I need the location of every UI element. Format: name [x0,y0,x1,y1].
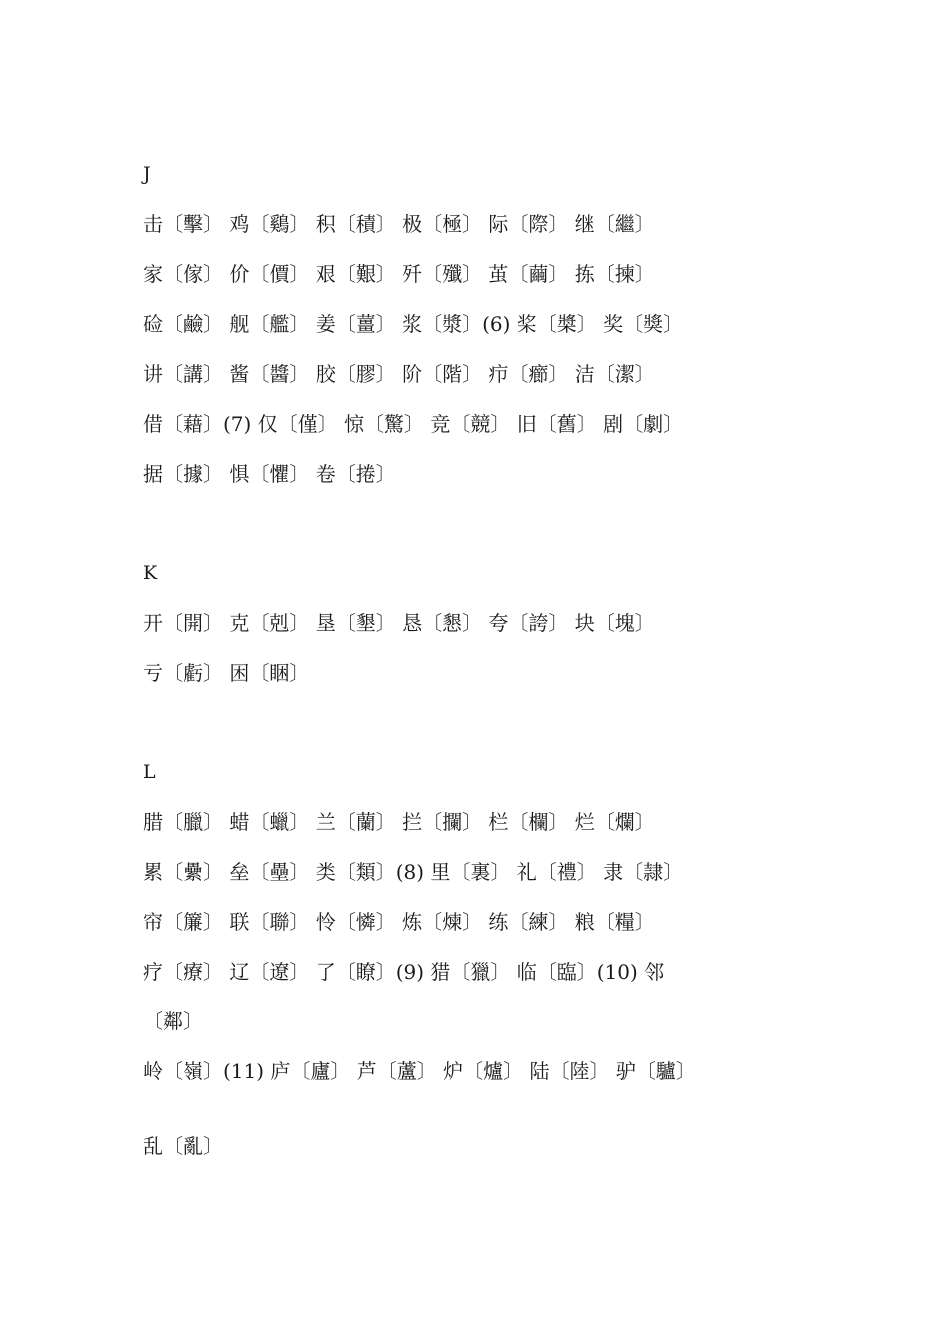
char-line-l-2: 累〔纍〕 垒〔壘〕 类〔類〕(8) 里〔裏〕 礼〔禮〕 隶〔隷〕 [143,860,684,884]
char-line-j-5: 借〔藉〕(7) 仅〔僅〕 惊〔驚〕 竞〔競〕 旧〔舊〕 剧〔劇〕 [143,412,684,436]
char-line-l-7: 乱〔亂〕 [143,1134,223,1158]
section-letter-k: K [143,562,158,584]
char-line-k-2: 亏〔虧〕 困〔睏〕 [143,661,310,685]
char-line-j-1: 击〔擊〕 鸡〔鷄〕 积〔積〕 极〔極〕 际〔際〕 继〔繼〕 [143,212,655,236]
char-line-l-6: 岭〔嶺〕(11) 庐〔廬〕 芦〔蘆〕 炉〔爐〕 陆〔陸〕 驴〔驢〕 [143,1059,696,1083]
section-letter-j: J [143,163,151,185]
char-line-l-5: 〔鄰〕 [143,1009,203,1033]
char-line-j-2: 家〔傢〕 价〔價〕 艰〔艱〕 歼〔殲〕 茧〔繭〕 拣〔揀〕 [143,262,655,286]
char-line-l-3: 帘〔簾〕 联〔聯〕 怜〔憐〕 炼〔煉〕 练〔練〕 粮〔糧〕 [143,910,655,934]
char-line-j-3: 硷〔鹼〕 舰〔艦〕 姜〔薑〕 浆〔漿〕(6) 桨〔槳〕 奖〔獎〕 [143,312,684,336]
char-line-j-6: 据〔據〕 惧〔懼〕 卷〔捲〕 [143,462,396,486]
char-line-l-4: 疗〔療〕 辽〔遼〕 了〔瞭〕(9) 猎〔獵〕 临〔臨〕(10) 邻 [143,960,665,984]
char-line-k-1: 开〔開〕 克〔剋〕 垦〔墾〕 恳〔懇〕 夸〔誇〕 块〔塊〕 [143,611,655,635]
section-letter-l: L [143,761,156,783]
char-line-l-1: 腊〔臘〕 蜡〔蠟〕 兰〔蘭〕 拦〔攔〕 栏〔欄〕 烂〔爛〕 [143,810,655,834]
char-line-j-4: 讲〔講〕 酱〔醬〕 胶〔膠〕 阶〔階〕 疖〔癤〕 洁〔潔〕 [143,362,655,386]
